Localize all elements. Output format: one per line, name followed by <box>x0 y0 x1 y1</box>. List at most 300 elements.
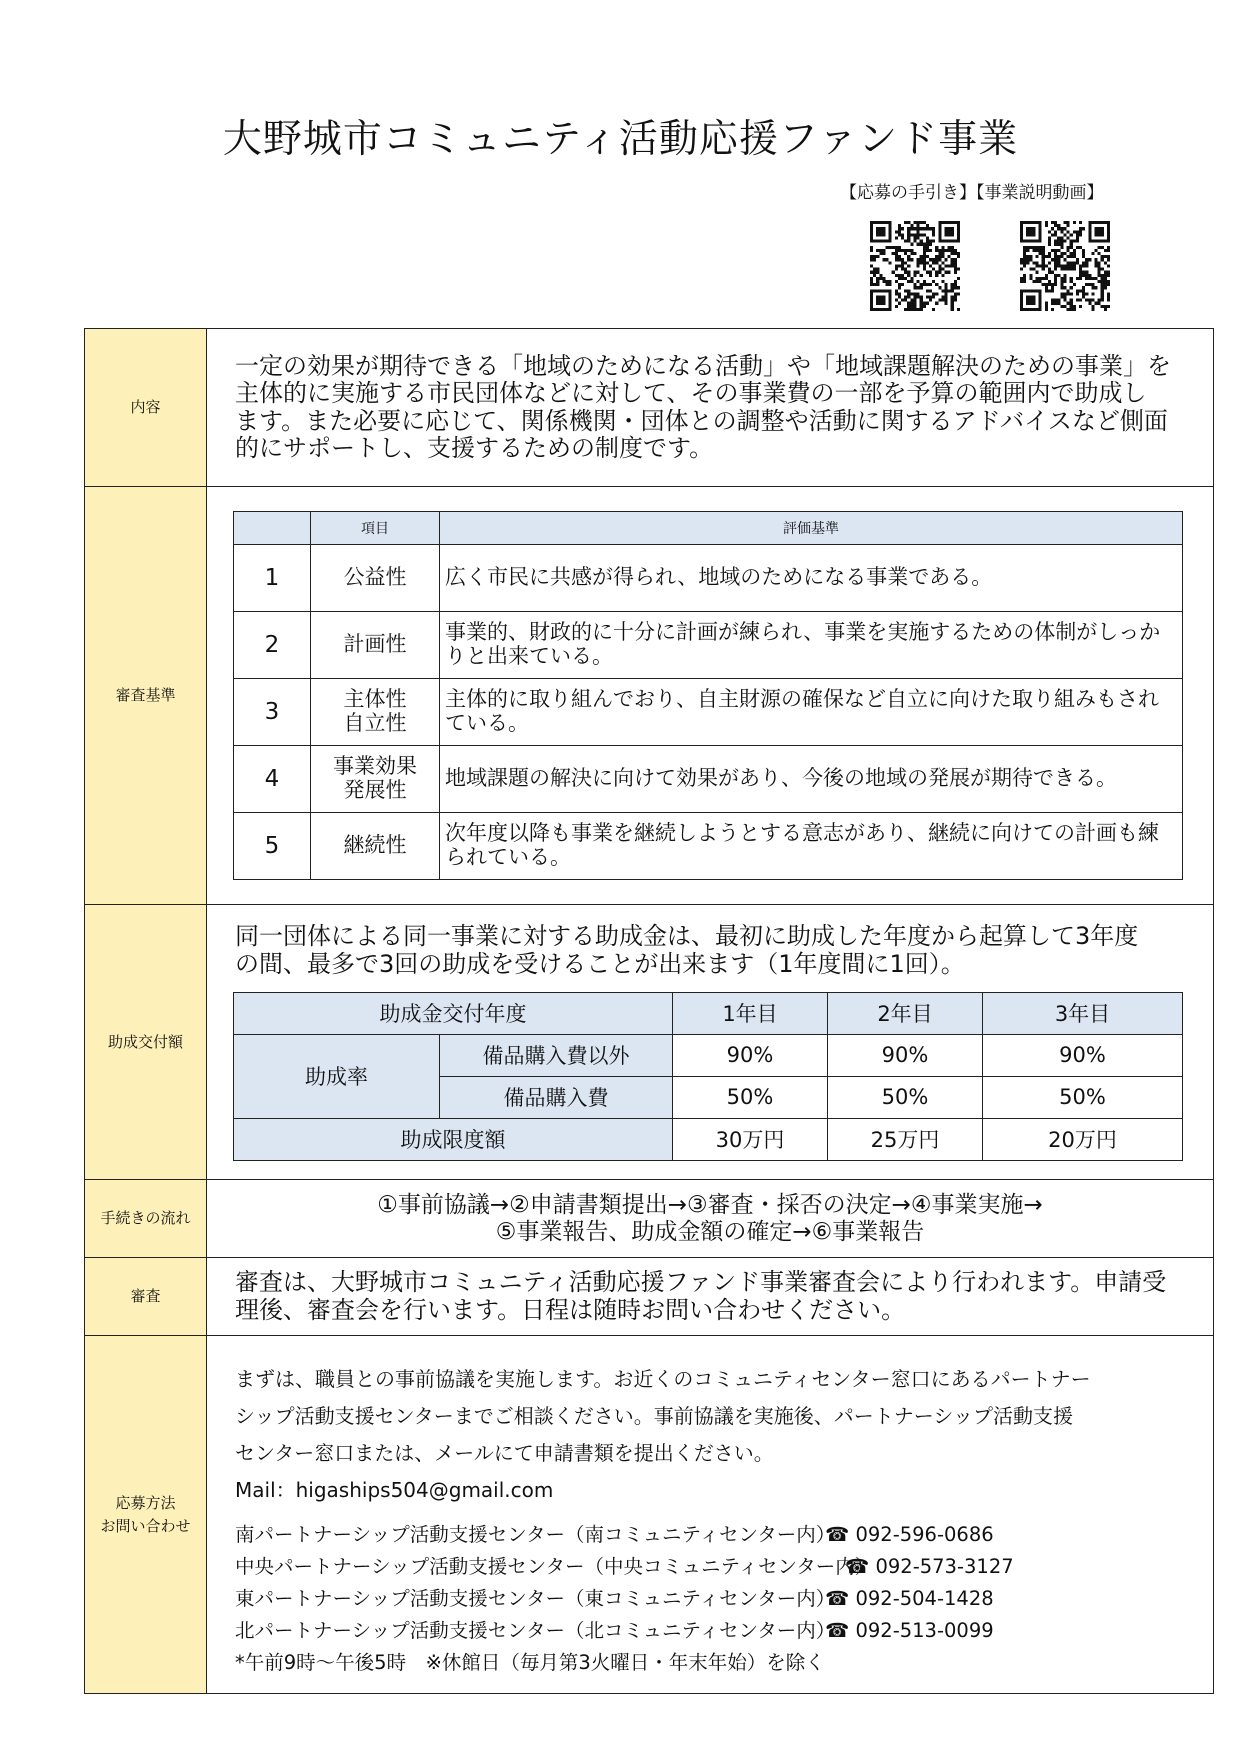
qr-module <box>917 264 920 267</box>
qr-module <box>1104 261 1107 264</box>
text-line: ①事前協議→②申請書類提出→③審査・採否の決定→④事業実施→ <box>377 1192 1043 1219</box>
info-table <box>84 328 1214 1694</box>
qr-module <box>1101 286 1104 289</box>
qr-module <box>935 249 938 252</box>
qr-module <box>1079 305 1082 308</box>
qr-module <box>1070 243 1073 246</box>
qr-module <box>926 240 929 243</box>
qr-module <box>920 302 923 305</box>
qr-module <box>898 277 901 280</box>
qr-module <box>1060 292 1063 295</box>
qr-module <box>1085 258 1088 261</box>
table-row <box>234 1118 1183 1160</box>
qr-module <box>1085 274 1088 277</box>
qr-module <box>944 302 947 305</box>
qr-module <box>923 252 926 255</box>
qr-module <box>1036 264 1039 267</box>
qr-module <box>948 271 951 274</box>
qr-module <box>892 246 895 249</box>
row-number: 4 <box>234 746 311 813</box>
qr-module <box>917 237 920 240</box>
qr-module <box>1067 302 1070 305</box>
qr-module <box>895 249 898 252</box>
qr-module <box>1051 258 1054 261</box>
qr-module <box>1060 227 1063 230</box>
qr-module <box>870 277 873 280</box>
qr-module <box>944 264 947 267</box>
qr-module <box>920 221 923 224</box>
center-name: 北パートナーシップ活動支援センター（北コミュニティセンター内） <box>235 1618 836 1642</box>
qr-module <box>1057 240 1060 243</box>
qr-module <box>1045 264 1048 267</box>
qr-module <box>876 277 879 280</box>
center-name: 中央パートナーシップ活動支援センター（中央コミュニティセンター内） <box>235 1554 875 1578</box>
qr-module <box>1063 268 1066 271</box>
text-line: 審査は、大野城市コミュニティ活動応援ファンド事業審査会により行われます。申請受 <box>235 1268 1167 1297</box>
phone-number[interactable]: ☎ 092-573-3127 <box>845 1554 1014 1578</box>
qr-module <box>1057 249 1060 252</box>
qr-module <box>1085 292 1088 295</box>
qr-module <box>1073 230 1076 233</box>
rate-cell: 50% <box>828 1076 983 1118</box>
qr-module <box>1101 246 1104 249</box>
qr-module <box>1057 224 1060 227</box>
qr-module <box>1048 289 1051 292</box>
qr-module <box>1098 246 1101 249</box>
qr-module <box>917 243 920 246</box>
qr-module <box>948 246 951 249</box>
qr-module <box>882 258 885 261</box>
table-row <box>234 612 1183 679</box>
qr-module <box>907 305 910 308</box>
qr-module <box>1042 252 1045 255</box>
email-address[interactable]: Mail：higaships504@gmail.com <box>235 1477 554 1502</box>
qr-module <box>1091 283 1094 286</box>
qr-module <box>1073 249 1076 252</box>
qr-module <box>1054 268 1057 271</box>
qr-module <box>1054 255 1057 258</box>
qr-module <box>886 280 889 283</box>
limit-cell: 25万円 <box>828 1118 983 1160</box>
qr-module <box>901 261 904 264</box>
qr-module <box>926 255 929 258</box>
qr-module <box>954 271 957 274</box>
row-number: 1 <box>234 545 311 612</box>
qr-module <box>920 308 923 311</box>
qr-module <box>926 302 929 305</box>
qr-module <box>1045 305 1048 308</box>
qr-module <box>1079 221 1082 224</box>
text-line: ⑤事業報告、助成金額の確定→⑥事業報告 <box>495 1218 925 1245</box>
qr-module <box>898 286 901 289</box>
qr-module <box>1054 274 1057 277</box>
rate-cell: 50% <box>983 1076 1183 1118</box>
qr-module <box>1054 233 1057 236</box>
qr-module <box>895 268 898 271</box>
qr-module <box>932 308 935 311</box>
qr-module <box>926 261 929 264</box>
qr-module <box>1070 299 1073 302</box>
limit-cell: 30万円 <box>673 1118 828 1160</box>
center-item <box>235 1615 1187 1647</box>
qr-module <box>907 255 910 258</box>
qr-module <box>876 271 879 274</box>
qr-module <box>951 308 954 311</box>
qr-module <box>941 268 944 271</box>
center-item <box>235 1583 1187 1615</box>
text-line: まずは、職員との事前協議を実施します。お近くのコミュニティセンター窓口にあるパートナー <box>235 1366 1091 1391</box>
qr-module <box>913 292 916 295</box>
qr-module <box>870 255 873 258</box>
qr-module <box>898 283 901 286</box>
qr-module <box>873 268 876 271</box>
qr-module <box>1042 261 1045 264</box>
qr-module <box>917 258 920 261</box>
hours-note: *午前9時～午後5時 ※休館日（毎月第3火曜日・年末年始）を除く <box>235 1650 825 1674</box>
header-cell <box>234 512 311 545</box>
qr-module <box>920 274 923 277</box>
header-cell: 1年目 <box>673 992 828 1034</box>
qr-module <box>932 261 935 264</box>
qr-module <box>954 249 957 252</box>
qr-module <box>1079 227 1082 230</box>
qr-module <box>929 240 932 243</box>
qr-module <box>1082 252 1085 255</box>
qr-module <box>1098 280 1101 283</box>
qr-module <box>1039 280 1042 283</box>
qr-module <box>920 243 923 246</box>
qr-module <box>876 249 879 252</box>
qr-module <box>941 299 944 302</box>
qr-module <box>879 252 882 255</box>
center-name: 南パートナーシップ活動支援センター（南コミュニティセンター内） <box>235 1522 836 1546</box>
header-cell: 評価基準 <box>440 512 1183 545</box>
qr-module <box>1042 255 1045 258</box>
qr-module <box>1073 264 1076 267</box>
qr-module <box>954 283 957 286</box>
qr-module <box>917 286 920 289</box>
qr-module <box>1036 249 1039 252</box>
qr-module <box>938 255 941 258</box>
qr-module <box>1085 277 1088 280</box>
qr-module <box>957 252 960 255</box>
phone-number[interactable]: ☎ 092-504-1428 <box>825 1586 994 1610</box>
row-desc: 主体的に取り組んでおり、自主財源の確保など自立に向けた取り組みもされている。 <box>440 679 1183 746</box>
qr-module <box>920 295 923 298</box>
qr-module <box>870 264 873 267</box>
qr-module <box>1020 261 1023 264</box>
qr-module <box>1051 308 1054 311</box>
qr-module <box>944 249 947 252</box>
qr-module <box>1051 227 1054 230</box>
qr-module <box>1082 271 1085 274</box>
qr-module <box>917 280 920 283</box>
qr-module <box>1101 289 1104 292</box>
qr-module <box>1094 264 1097 267</box>
qr-module <box>954 299 957 302</box>
qr-module <box>910 299 913 302</box>
qr-module <box>1063 240 1066 243</box>
qr-module <box>901 237 904 240</box>
row-item: 主体性 自立性 <box>311 679 440 746</box>
qr-module <box>938 252 941 255</box>
qr-module <box>1057 258 1060 261</box>
qr-module <box>1054 277 1057 280</box>
qr-module <box>1070 240 1073 243</box>
section-content <box>207 1258 1214 1336</box>
qr-module <box>898 246 901 249</box>
qr-module <box>913 237 916 240</box>
rate-cell: 90% <box>673 1034 828 1076</box>
page-title: 大野城市コミュニティ活動応援ファンド事業 <box>222 117 1019 162</box>
qr-module <box>1070 305 1073 308</box>
qr-module <box>889 283 892 286</box>
qr-module <box>1104 271 1107 274</box>
qr-module <box>941 249 944 252</box>
qr-module <box>1104 283 1107 286</box>
section-content <box>207 1180 1214 1258</box>
qr-module <box>913 252 916 255</box>
qr-module <box>898 274 901 277</box>
qr-module <box>913 302 916 305</box>
qr-module <box>1067 261 1070 264</box>
qr-module <box>1085 264 1088 267</box>
section-content <box>207 487 1214 905</box>
qr-module <box>929 299 932 302</box>
rate-label: 助成率 <box>234 1034 440 1118</box>
qr-module <box>904 289 907 292</box>
qr-module <box>876 227 885 236</box>
qr-module <box>904 277 907 280</box>
qr-module <box>1104 277 1107 280</box>
qr-module <box>941 274 944 277</box>
qr-module <box>1054 299 1057 302</box>
qr-module <box>917 292 920 295</box>
qr-module <box>904 261 907 264</box>
qr-module <box>1045 302 1048 305</box>
qr-module <box>1104 308 1107 311</box>
qr-module <box>1060 295 1063 298</box>
qr-module <box>907 221 910 224</box>
qr-module <box>1063 258 1066 261</box>
qr-module <box>1073 221 1076 224</box>
qr-module <box>1039 252 1042 255</box>
limit-cell: 20万円 <box>983 1118 1183 1160</box>
qr-module <box>1101 305 1104 308</box>
qr-module <box>1023 255 1026 258</box>
qr-code-icon[interactable] <box>868 221 962 311</box>
qr-module <box>1063 305 1066 308</box>
qr-module <box>1107 274 1110 277</box>
qr-module <box>1048 271 1051 274</box>
qr-module <box>935 292 938 295</box>
qr-module <box>1076 299 1079 302</box>
qr-module <box>910 249 913 252</box>
qr-module <box>1032 249 1035 252</box>
qr-module <box>876 268 879 271</box>
qr-module <box>1051 283 1054 286</box>
qr-module <box>944 283 947 286</box>
qr-module <box>1091 308 1094 311</box>
qr-module <box>1026 255 1029 258</box>
qr-module <box>951 289 954 292</box>
qr-module <box>938 264 941 267</box>
qr-module <box>870 283 873 286</box>
qr-module <box>1070 264 1073 267</box>
section-label: 助成交付額 <box>85 905 207 1180</box>
qr-caption: 【応募の手引き】【事業説明動画】 <box>840 183 1104 203</box>
qr-module <box>1032 261 1035 264</box>
qr-module <box>935 283 938 286</box>
qr-module <box>907 230 910 233</box>
qr-module <box>1042 249 1045 252</box>
row-item: 事業効果 発展性 <box>311 746 440 813</box>
qr-module <box>1042 268 1045 271</box>
qr-module <box>920 227 923 230</box>
phone-number[interactable]: ☎ 092-596-0686 <box>825 1522 994 1546</box>
row-item: 継続性 <box>311 813 440 880</box>
section-flow <box>85 1180 1214 1258</box>
qr-module <box>1088 302 1091 305</box>
qr-module <box>1023 258 1026 261</box>
qr-module <box>1063 299 1066 302</box>
qr-module <box>923 227 926 230</box>
section-label: 応募方法 お問い合わせ <box>85 1336 207 1694</box>
qr-module <box>1045 283 1048 286</box>
qr-module <box>904 240 907 243</box>
qr-module <box>901 299 904 302</box>
qr-module <box>929 271 932 274</box>
qr-module <box>1023 249 1026 252</box>
qr-module <box>1036 280 1039 283</box>
qr-module <box>892 271 895 274</box>
qr-module <box>1029 277 1032 280</box>
qr-module <box>907 240 910 243</box>
qr-module <box>932 258 935 261</box>
section-label: 審査 <box>85 1258 207 1336</box>
qr-module <box>929 295 932 298</box>
qr-module <box>1048 283 1051 286</box>
qr-module <box>1094 277 1097 280</box>
qr-module <box>1067 224 1070 227</box>
qr-module <box>913 283 916 286</box>
qr-module <box>957 286 960 289</box>
criteria-table <box>233 511 1183 880</box>
qr-module <box>895 289 898 292</box>
qr-module <box>1098 261 1101 264</box>
qr-module <box>951 295 954 298</box>
qr-module <box>901 283 904 286</box>
qr-module <box>1063 295 1066 298</box>
qr-module <box>929 264 932 267</box>
qr-module <box>1073 261 1076 264</box>
qr-module <box>1098 302 1101 305</box>
qr-module <box>1051 271 1054 274</box>
qr-module <box>923 283 926 286</box>
qr-module <box>1082 286 1085 289</box>
qr-module <box>1104 286 1107 289</box>
qr-module <box>1045 221 1048 224</box>
qr-module <box>1070 308 1073 311</box>
qr-module <box>1060 286 1063 289</box>
qr-module <box>876 283 879 286</box>
qr-module <box>870 271 873 274</box>
qr-module <box>1101 283 1104 286</box>
qr-module <box>1107 292 1110 295</box>
qr-module <box>1020 258 1023 261</box>
qr-module <box>926 224 929 227</box>
qr-module <box>938 286 941 289</box>
qr-module <box>1054 249 1057 252</box>
qr-module <box>1048 268 1051 271</box>
qr-module <box>1063 292 1066 295</box>
qr-module <box>1029 274 1032 277</box>
table-row <box>234 1034 1183 1076</box>
qr-module <box>1067 264 1070 267</box>
qr-module <box>1088 274 1091 277</box>
qr-module <box>1057 274 1060 277</box>
qr-module <box>1039 249 1042 252</box>
qr-module <box>882 280 885 283</box>
qr-module <box>951 261 954 264</box>
qr-module <box>1070 280 1073 283</box>
qr-module <box>895 299 898 302</box>
qr-module <box>935 261 938 264</box>
qr-module <box>923 246 926 249</box>
text-line: センター窓口または、メールにて申請書類を提出ください。 <box>235 1440 774 1465</box>
phone-number[interactable]: ☎ 092-513-0099 <box>825 1618 994 1642</box>
qr-module <box>910 243 913 246</box>
qr-module <box>926 227 929 230</box>
qr-module <box>907 264 910 267</box>
qr-module <box>944 286 947 289</box>
qr-module <box>1101 280 1104 283</box>
qr-module <box>923 258 926 261</box>
qr-module <box>948 255 951 258</box>
qr-module <box>957 292 960 295</box>
qr-module <box>941 255 944 258</box>
qr-module <box>1094 286 1097 289</box>
qr-module <box>920 258 923 261</box>
text-line: 的にサポートし、支援するための制度です。 <box>235 433 714 462</box>
qr-module <box>898 227 901 230</box>
qr-module <box>1045 308 1048 311</box>
qr-module <box>901 277 904 280</box>
qr-module <box>1054 221 1057 224</box>
qr-module <box>1082 261 1085 264</box>
qr-code-icon[interactable] <box>1018 221 1112 311</box>
qr-module <box>944 295 947 298</box>
qr-module <box>873 271 876 274</box>
qr-module <box>935 271 938 274</box>
qr-module <box>941 261 944 264</box>
qr-module <box>873 258 876 261</box>
qr-module <box>941 252 944 255</box>
qr-module <box>1088 277 1091 280</box>
qr-module <box>1101 295 1104 298</box>
qr-module <box>895 255 898 258</box>
rate-cell: 90% <box>983 1034 1183 1076</box>
center-item <box>235 1519 1187 1551</box>
qr-module <box>1073 255 1076 258</box>
qr-module <box>1048 280 1051 283</box>
qr-module <box>1023 274 1026 277</box>
qr-module <box>944 299 947 302</box>
qr-module <box>1098 271 1101 274</box>
table-header-row <box>234 992 1183 1034</box>
qr-module <box>1029 268 1032 271</box>
qr-module <box>1098 299 1101 302</box>
